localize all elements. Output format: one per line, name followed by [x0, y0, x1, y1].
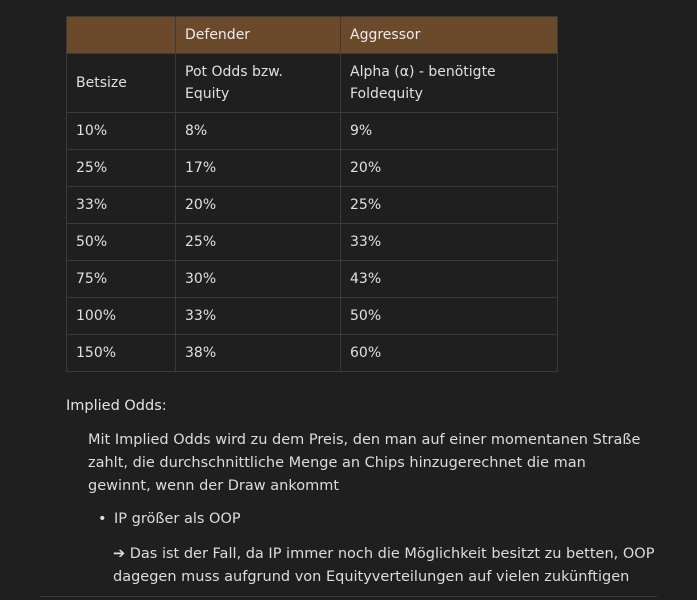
- bullet-item: [98, 511, 241, 527]
- table-row: [67, 113, 558, 150]
- table-cell: 100%: [67, 298, 176, 335]
- header-cell-defender: Defender: [176, 17, 341, 54]
- table-cell: 33%: [176, 298, 341, 335]
- table-row: [67, 224, 558, 261]
- table-row: [67, 150, 558, 187]
- header-cell-empty: [67, 17, 176, 54]
- subheader-cell-betsize: Betsize: [67, 54, 176, 113]
- table-header-row: [67, 17, 558, 54]
- table-cell: 50%: [67, 224, 176, 261]
- table-subheader-row: [67, 54, 558, 113]
- table-row: [67, 298, 558, 335]
- table-cell: 20%: [341, 150, 558, 187]
- subheader-cell-alpha: Alpha (α) - benötigte Foldequity: [341, 54, 558, 113]
- odds-table: [66, 16, 558, 372]
- table-row: [67, 261, 558, 298]
- table-cell: 10%: [67, 113, 176, 150]
- table-row: [67, 335, 558, 372]
- table-cell: 9%: [341, 113, 558, 150]
- table-cell: 50%: [341, 298, 558, 335]
- table-cell: 38%: [176, 335, 341, 372]
- table-cell: 150%: [67, 335, 176, 372]
- implied-odds-heading: Implied Odds:: [66, 398, 167, 414]
- divider: [40, 596, 657, 597]
- table-cell: 25%: [67, 150, 176, 187]
- table-cell: 60%: [341, 335, 558, 372]
- table-cell: 25%: [176, 224, 341, 261]
- table-cell: 20%: [176, 187, 341, 224]
- implied-odds-paragraph: Mit Implied Odds wird zu dem Preis, den man auf einer momentanen Straße zahlt, die durchschnittliche Menge an Chips hinzugerechnet die man gewinnt, wenn der Draw ankommt: [88, 432, 641, 494]
- table-cell: 75%: [67, 261, 176, 298]
- arrow-paragraph: ➔ Das ist der Fall, da IP immer noch die Möglichkeit besitzt zu betten, OOP dagegen muss aufgrund von Equityverteilungen auf vielen zukünftigen: [113, 546, 655, 585]
- table-cell: 33%: [341, 224, 558, 261]
- table-row: [67, 187, 558, 224]
- subheader-cell-potodds: Pot Odds bzw. Equity: [176, 54, 341, 113]
- bullet-dot-icon: •: [98, 511, 107, 527]
- header-cell-aggressor: Aggressor: [341, 17, 558, 54]
- table-cell: 25%: [341, 187, 558, 224]
- table-cell: 30%: [176, 261, 341, 298]
- table-cell: 33%: [67, 187, 176, 224]
- bullet-item-text: IP größer als OOP: [114, 511, 241, 527]
- table-cell: 17%: [176, 150, 341, 187]
- table-cell: 43%: [341, 261, 558, 298]
- table-cell: 8%: [176, 113, 341, 150]
